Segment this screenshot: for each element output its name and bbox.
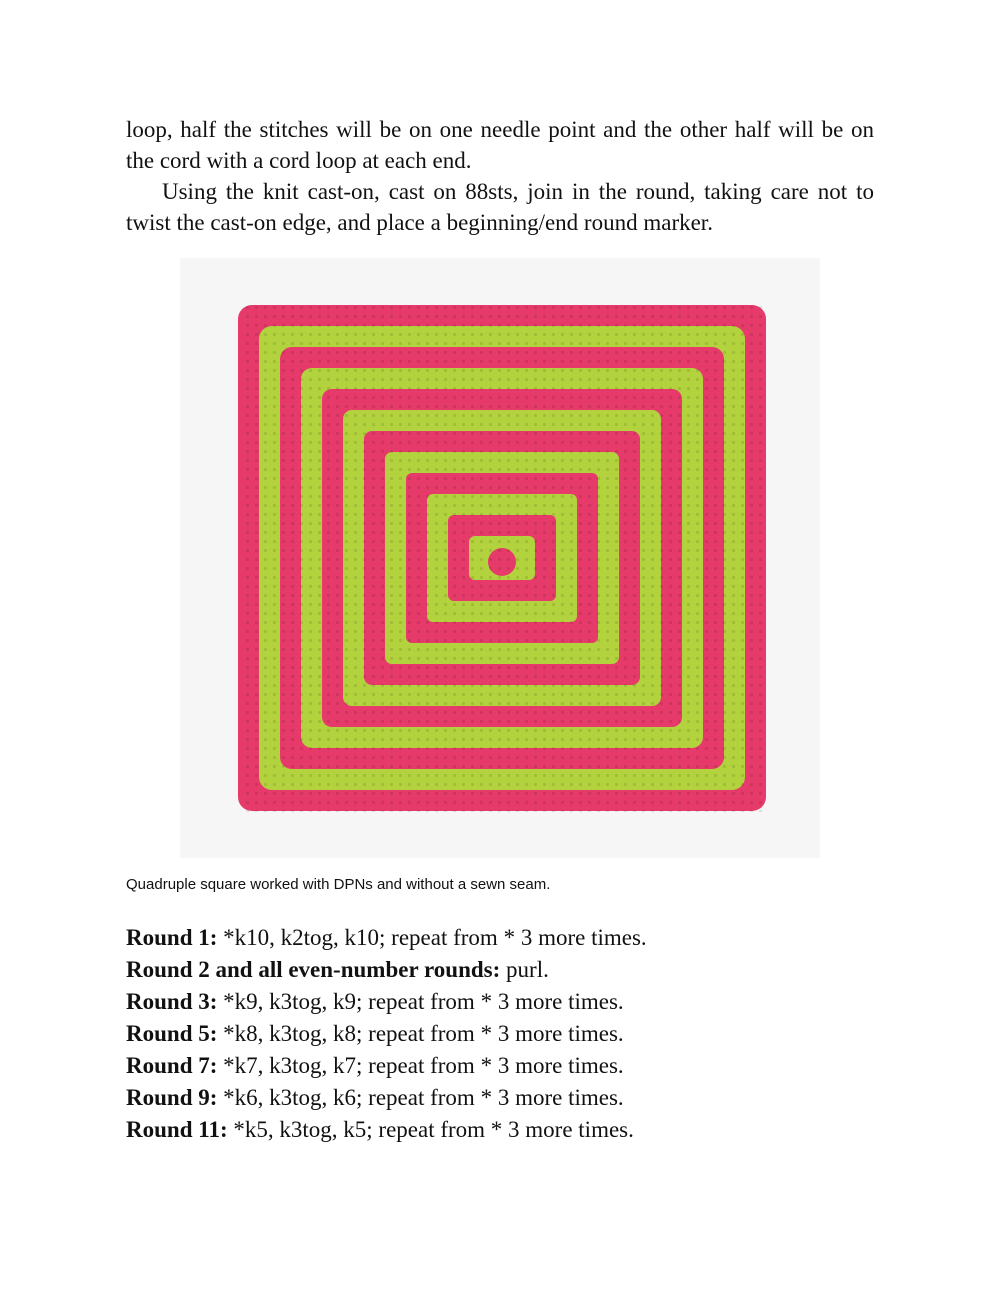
round-text: *k7, k3tog, k7; repeat from * 3 more times.	[217, 1053, 624, 1078]
round-label: Round 1:	[126, 925, 218, 950]
round-text: *k8, k3tog, k8; repeat from * 3 more times.	[217, 1021, 624, 1046]
round-label: Round 9:	[126, 1085, 218, 1110]
figure-caption: Quadruple square worked with DPNs and without a sewn seam.	[126, 876, 551, 893]
round-even	[126, 954, 647, 986]
round-label: Round 5:	[126, 1021, 218, 1046]
knitted-square-illustration	[180, 258, 820, 858]
paragraph-cast-on: Using the knit cast-on, cast on 88sts, join in the round, taking care not to twist the cast-on edge, and place a beginning/end round marker.	[126, 179, 874, 235]
round-label: Round 2 and all even-number rounds:	[126, 957, 501, 982]
garter-texture	[240, 306, 768, 812]
round-text: *k10, k2tog, k10; repeat from * 3 more times.	[217, 925, 647, 950]
round-1	[126, 922, 647, 954]
round-instructions	[126, 922, 647, 1146]
round-5	[126, 1018, 647, 1050]
round-label: Round 11:	[126, 1117, 228, 1142]
paragraph-continuation: loop, half the stitches will be on one needle point and the other half will be on the cord with a cord loop at each end.	[126, 117, 874, 173]
round-7	[126, 1050, 647, 1082]
round-text: purl.	[500, 957, 549, 982]
round-label: Round 3:	[126, 989, 218, 1014]
round-text: *k5, k3tog, k5; repeat from * 3 more times.	[227, 1117, 634, 1142]
knitted-square-photo	[180, 258, 820, 858]
round-11	[126, 1114, 647, 1146]
round-text: *k9, k3tog, k9; repeat from * 3 more times.	[217, 989, 624, 1014]
round-3	[126, 986, 647, 1018]
round-label: Round 7:	[126, 1053, 218, 1078]
round-9	[126, 1082, 647, 1114]
round-text: *k6, k3tog, k6; repeat from * 3 more times.	[217, 1085, 624, 1110]
